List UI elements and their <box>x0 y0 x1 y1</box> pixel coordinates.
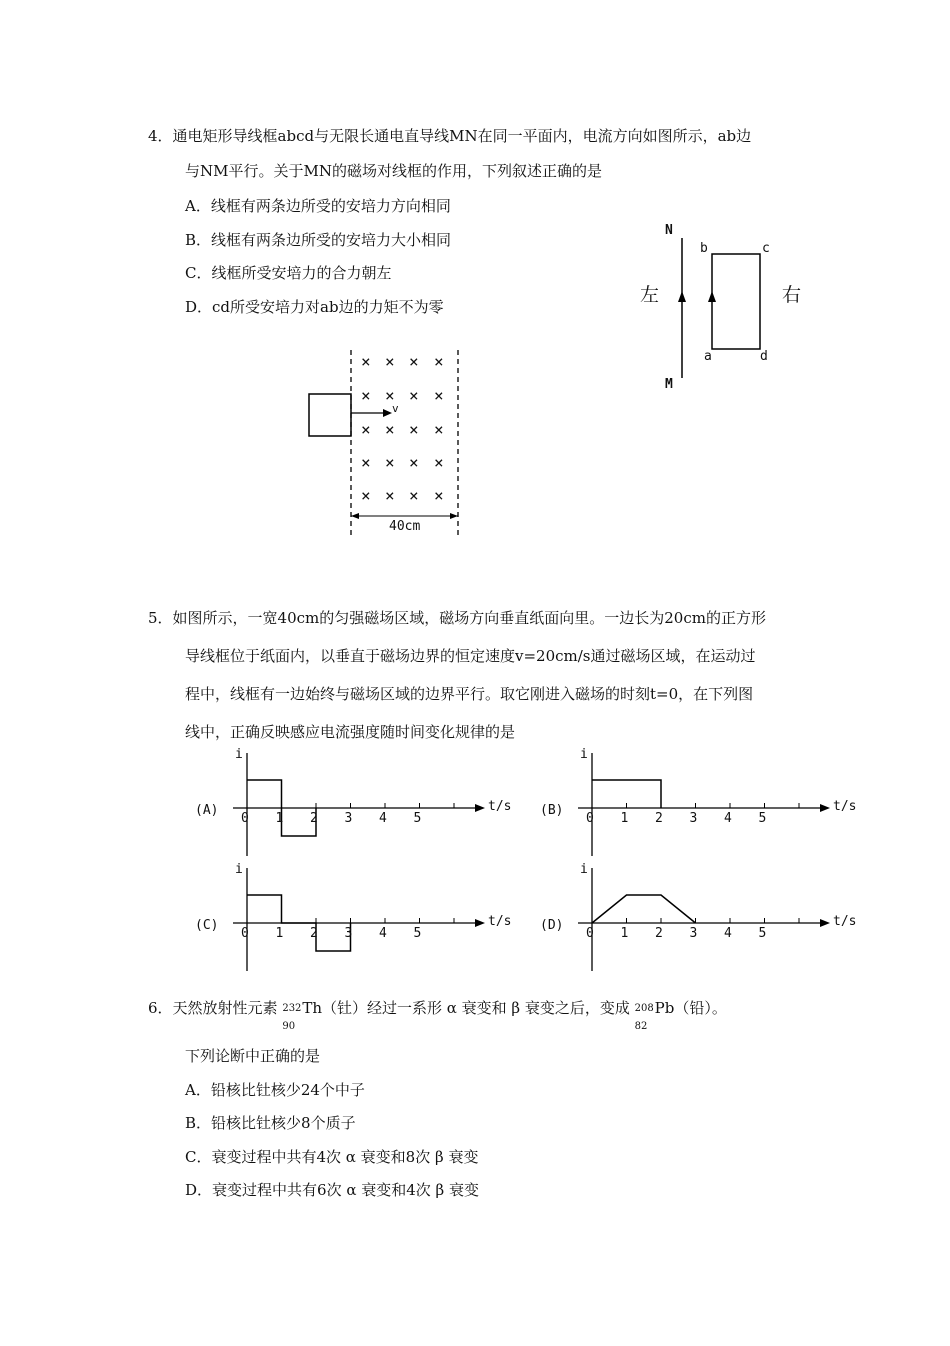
y-axis-label: i <box>235 747 243 762</box>
x-tick-label-1: 1 <box>275 811 284 826</box>
field-cross-1-1: × <box>385 386 395 405</box>
x-tick-label-4: 4 <box>379 811 387 826</box>
pb-mass-number: 208 <box>634 1003 654 1014</box>
field-cross-1-3: × <box>434 386 444 405</box>
x-tick-label-0: 0 <box>241 811 249 826</box>
field-cross-2-2: × <box>409 420 419 439</box>
th-atomic-number: 90 <box>282 1021 296 1032</box>
y-axis-label: i <box>580 747 588 762</box>
field-cross-3-2: × <box>409 453 419 472</box>
x-tick-label-5: 5 <box>413 811 422 826</box>
x-axis-arrow <box>820 919 830 927</box>
q5-stem-line3: 程中，线框有一边始终与磁场区域的边界平行。取它刚进入磁场的时刻t=0，在下列图 <box>185 685 754 703</box>
field-cross-2-3: × <box>434 420 444 439</box>
label-40cm: 40cm <box>389 519 421 534</box>
q6-option-a: A．铅核比钍核少24个中子 <box>185 1081 365 1099</box>
x-tick-label-2: 2 <box>310 926 318 941</box>
x-axis-label: t/s <box>488 914 512 929</box>
x-tick-label-3: 3 <box>689 926 698 941</box>
q6-pb: Pb（铅）。 <box>654 999 727 1017</box>
label-c: c <box>762 241 770 256</box>
x-tick-label-4: 4 <box>724 811 732 826</box>
field-cross-4-1: × <box>385 486 395 505</box>
y-axis-label: i <box>580 862 588 877</box>
x-tick-label-4: 4 <box>724 926 732 941</box>
x-tick-label-3: 3 <box>344 811 353 826</box>
graph-tag: (D) <box>540 918 564 933</box>
x-tick-label-0: 0 <box>586 811 594 826</box>
q5-stem-line4: 线中，正确反映感应电流强度随时间变化规律的是 <box>185 723 516 741</box>
q6-th: Th（钍）经过一系形 α 衰变和 β 衰变之后，变成 <box>302 999 630 1017</box>
x-tick-label-4: 4 <box>379 926 387 941</box>
x-tick-label-5: 5 <box>758 926 767 941</box>
q6-line1 <box>148 998 727 1032</box>
q6-line2: 下列论断中正确的是 <box>185 1047 321 1065</box>
graph-tag: (A) <box>195 803 219 818</box>
q4-stem-line1: 4．通电矩形导线框abcd与无限长通电直导线MN在同一平面内，电流方向如图所示，ab边 <box>148 127 752 145</box>
field-cross-2-0: × <box>361 420 371 439</box>
field-cross-3-0: × <box>361 453 371 472</box>
field-cross-0-3: × <box>434 352 444 371</box>
field-cross-4-3: × <box>434 486 444 505</box>
label-left: 左 <box>640 284 660 306</box>
x-tick-label-5: 5 <box>758 811 767 826</box>
field-cross-2-1: × <box>385 420 395 439</box>
q4-option-c: C．线框所受安培力的合力朝左 <box>185 264 392 282</box>
q5-stem-line2: 导线框位于纸面内，以垂直于磁场边界的恒定速度v=20cm/s通过磁场区域，在运动过 <box>185 647 756 665</box>
q4-stem-line2: 与NM平行。关于MN的磁场对线框的作用，下列叙述正确的是 <box>185 162 602 180</box>
q6-option-b: B．铅核比钍核少8个质子 <box>185 1114 356 1132</box>
x-tick-label-2: 2 <box>655 811 663 826</box>
graph-tag: (B) <box>540 803 564 818</box>
field-cross-4-0: × <box>361 486 371 505</box>
x-tick-label-3: 3 <box>689 811 698 826</box>
q6-pre: 6．天然放射性元素 <box>148 999 278 1017</box>
graph-tag: (C) <box>195 918 219 933</box>
x-tick-label-2: 2 <box>655 926 663 941</box>
y-axis-label: i <box>235 862 243 877</box>
q4-option-b: B．线框有两条边所受的安培力大小相同 <box>185 231 452 249</box>
field-cross-0-0: × <box>361 352 371 371</box>
label-m: M <box>665 377 673 392</box>
x-tick-label-2: 2 <box>310 811 318 826</box>
q4-option-d: D．cd所受安培力对ab边的力矩不为零 <box>185 298 444 316</box>
pb-atomic-number: 82 <box>634 1021 648 1032</box>
x-axis-label: t/s <box>833 799 857 814</box>
field-cross-4-2: × <box>409 486 419 505</box>
q6-option-d: D．衰变过程中共有6次 α 衰变和4次 β 衰变 <box>185 1181 479 1199</box>
label-v: v <box>392 402 399 415</box>
q6-option-c: C．衰变过程中共有4次 α 衰变和8次 β 衰变 <box>185 1148 479 1166</box>
field-cross-3-3: × <box>434 453 444 472</box>
label-right: 右 <box>782 284 802 306</box>
x-tick-label-1: 1 <box>275 926 284 941</box>
label-b: b <box>700 241 708 256</box>
x-tick-label-0: 0 <box>241 926 249 941</box>
x-axis-label: t/s <box>488 799 512 814</box>
x-tick-label-3: 3 <box>344 926 353 941</box>
th-mass-number: 232 <box>282 1003 302 1014</box>
field-cross-0-1: × <box>385 352 395 371</box>
field-cross-0-2: × <box>409 352 419 371</box>
field-cross-1-2: × <box>409 386 419 405</box>
q5-stem-line1: 5．如图所示，一宽40cm的匀强磁场区域，磁场方向垂直纸面向里。一边长为20cm的正方形 <box>148 609 766 627</box>
label-a: a <box>704 349 712 364</box>
x-tick-label-1: 1 <box>620 926 629 941</box>
current-curve <box>592 895 696 923</box>
x-tick-label-1: 1 <box>620 811 629 826</box>
label-d: d <box>760 349 768 364</box>
x-tick-label-5: 5 <box>413 926 422 941</box>
q4-option-a: A．线框有两条边所受的安培力方向相同 <box>185 197 451 215</box>
field-cross-1-0: × <box>361 386 371 405</box>
x-tick-label-0: 0 <box>586 926 594 941</box>
label-n: N <box>665 223 673 238</box>
x-axis-label: t/s <box>833 914 857 929</box>
field-cross-3-1: × <box>385 453 395 472</box>
